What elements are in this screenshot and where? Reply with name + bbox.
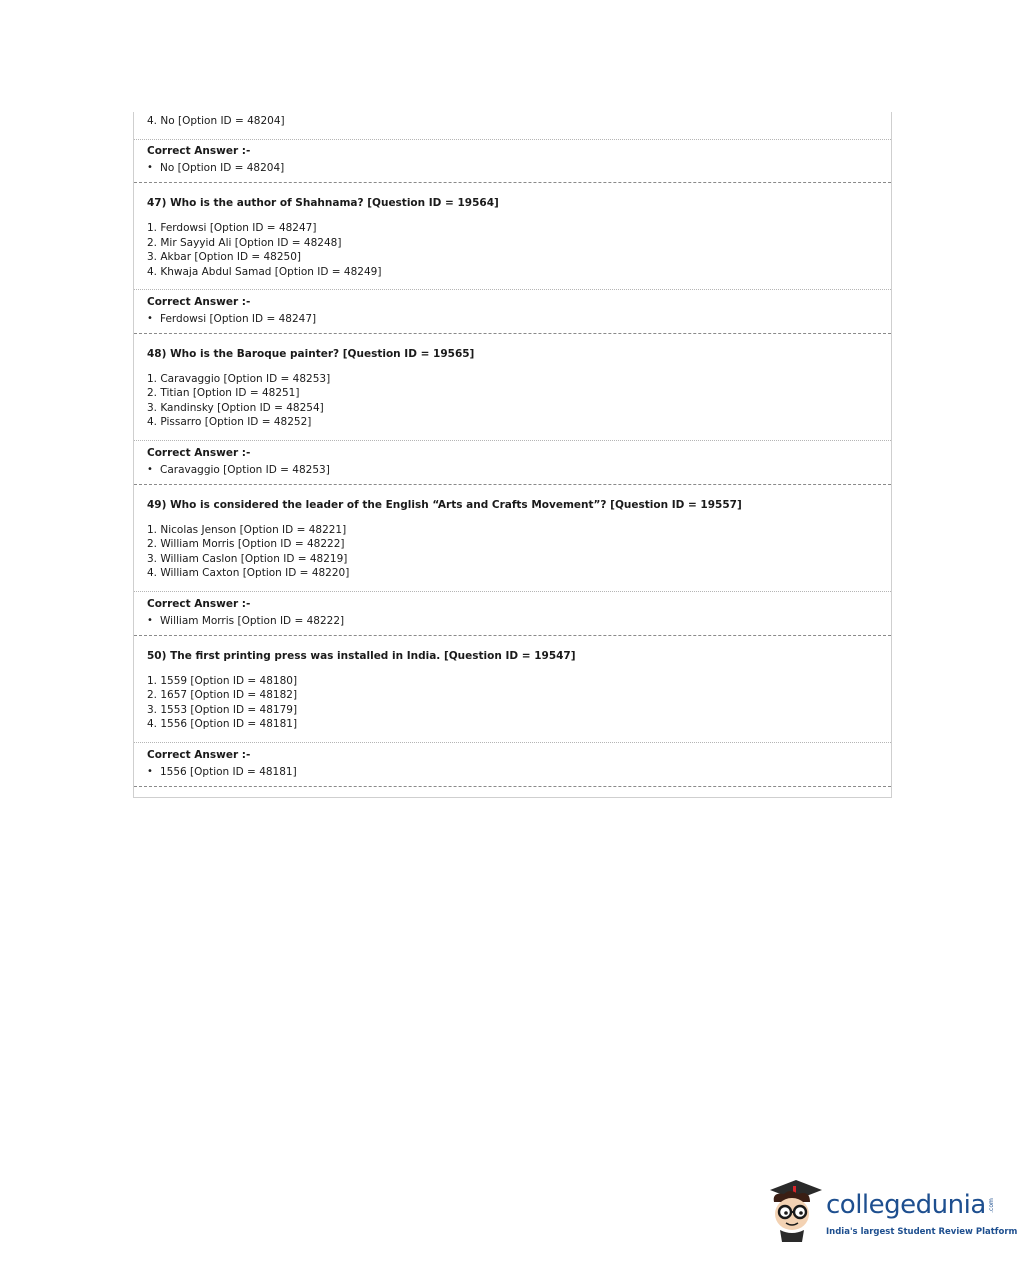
option-text: 1. 1559 [Option ID = 48180] — [147, 675, 298, 687]
option-text: 4. Pissarro [Option ID = 48252] — [147, 416, 312, 428]
correct-answer-text: 1556 [Option ID = 48181] — [160, 766, 297, 778]
bullet-icon: • — [147, 313, 153, 324]
logo-domain: .com — [987, 1198, 995, 1213]
correct-answer-text: Caravaggio [Option ID = 48253] — [160, 464, 330, 476]
question-separator — [134, 484, 891, 485]
question-separator — [134, 786, 891, 787]
bullet-icon: • — [147, 162, 153, 173]
option-text: 2. Titian [Option ID = 48251] — [147, 387, 300, 399]
question-title: 49) Who is considered the leader of the English “Arts and Crafts Movement”? [Question ID = 19557] — [147, 499, 742, 511]
correct-answer-label: Correct Answer :- — [147, 145, 251, 157]
option-text: 4. No [Option ID = 48204] — [147, 115, 285, 127]
option-text: 4. William Caxton [Option ID = 48220] — [147, 567, 350, 579]
correct-answer-label: Correct Answer :- — [147, 447, 251, 459]
question-title: 48) Who is the Baroque painter? [Question ID = 19565] — [147, 348, 475, 360]
question-sheet — [133, 112, 892, 798]
correct-answer-text: Ferdowsi [Option ID = 48247] — [160, 313, 317, 325]
question-separator — [134, 635, 891, 636]
option-text: 2. William Morris [Option ID = 48222] — [147, 538, 345, 550]
option-text: 3. William Caslon [Option ID = 48219] — [147, 553, 348, 565]
correct-answer-label: Correct Answer :- — [147, 598, 251, 610]
logo-tagline: India's largest Student Review Platform — [826, 1227, 1018, 1237]
question-title: 47) Who is the author of Shahnama? [Question ID = 19564] — [147, 197, 499, 209]
option-text: 3. 1553 [Option ID = 48179] — [147, 704, 298, 716]
correct-answer-text: William Morris [Option ID = 48222] — [160, 615, 345, 627]
option-text: 2. 1657 [Option ID = 48182] — [147, 689, 298, 701]
bullet-icon: • — [147, 615, 153, 626]
divider — [134, 591, 891, 592]
mascot-icon — [766, 1176, 826, 1248]
logo-wordmark: collegedunia — [826, 1190, 986, 1220]
question-title: 50) The first printing press was installed in India. [Question ID = 19547] — [147, 650, 576, 662]
option-text: 1. Ferdowsi [Option ID = 48247] — [147, 222, 317, 234]
collegedunia-logo — [766, 1176, 1018, 1248]
divider — [134, 139, 891, 140]
bullet-icon: • — [147, 766, 153, 777]
option-text: 3. Akbar [Option ID = 48250] — [147, 251, 302, 263]
option-text: 4. 1556 [Option ID = 48181] — [147, 718, 298, 730]
option-text: 3. Kandinsky [Option ID = 48254] — [147, 402, 324, 414]
correct-answer-label: Correct Answer :- — [147, 296, 251, 308]
correct-answer-text: No [Option ID = 48204] — [160, 162, 285, 174]
divider — [134, 742, 891, 743]
option-text: 2. Mir Sayyid Ali [Option ID = 48248] — [147, 237, 342, 249]
question-separator — [134, 333, 891, 334]
option-text: 1. Nicolas Jenson [Option ID = 48221] — [147, 524, 347, 536]
option-text: 4. Khwaja Abdul Samad [Option ID = 48249] — [147, 266, 382, 278]
divider — [134, 440, 891, 441]
correct-answer-label: Correct Answer :- — [147, 749, 251, 761]
question-separator — [134, 182, 891, 183]
divider — [134, 289, 891, 290]
option-text: 1. Caravaggio [Option ID = 48253] — [147, 373, 331, 385]
bullet-icon: • — [147, 464, 153, 475]
